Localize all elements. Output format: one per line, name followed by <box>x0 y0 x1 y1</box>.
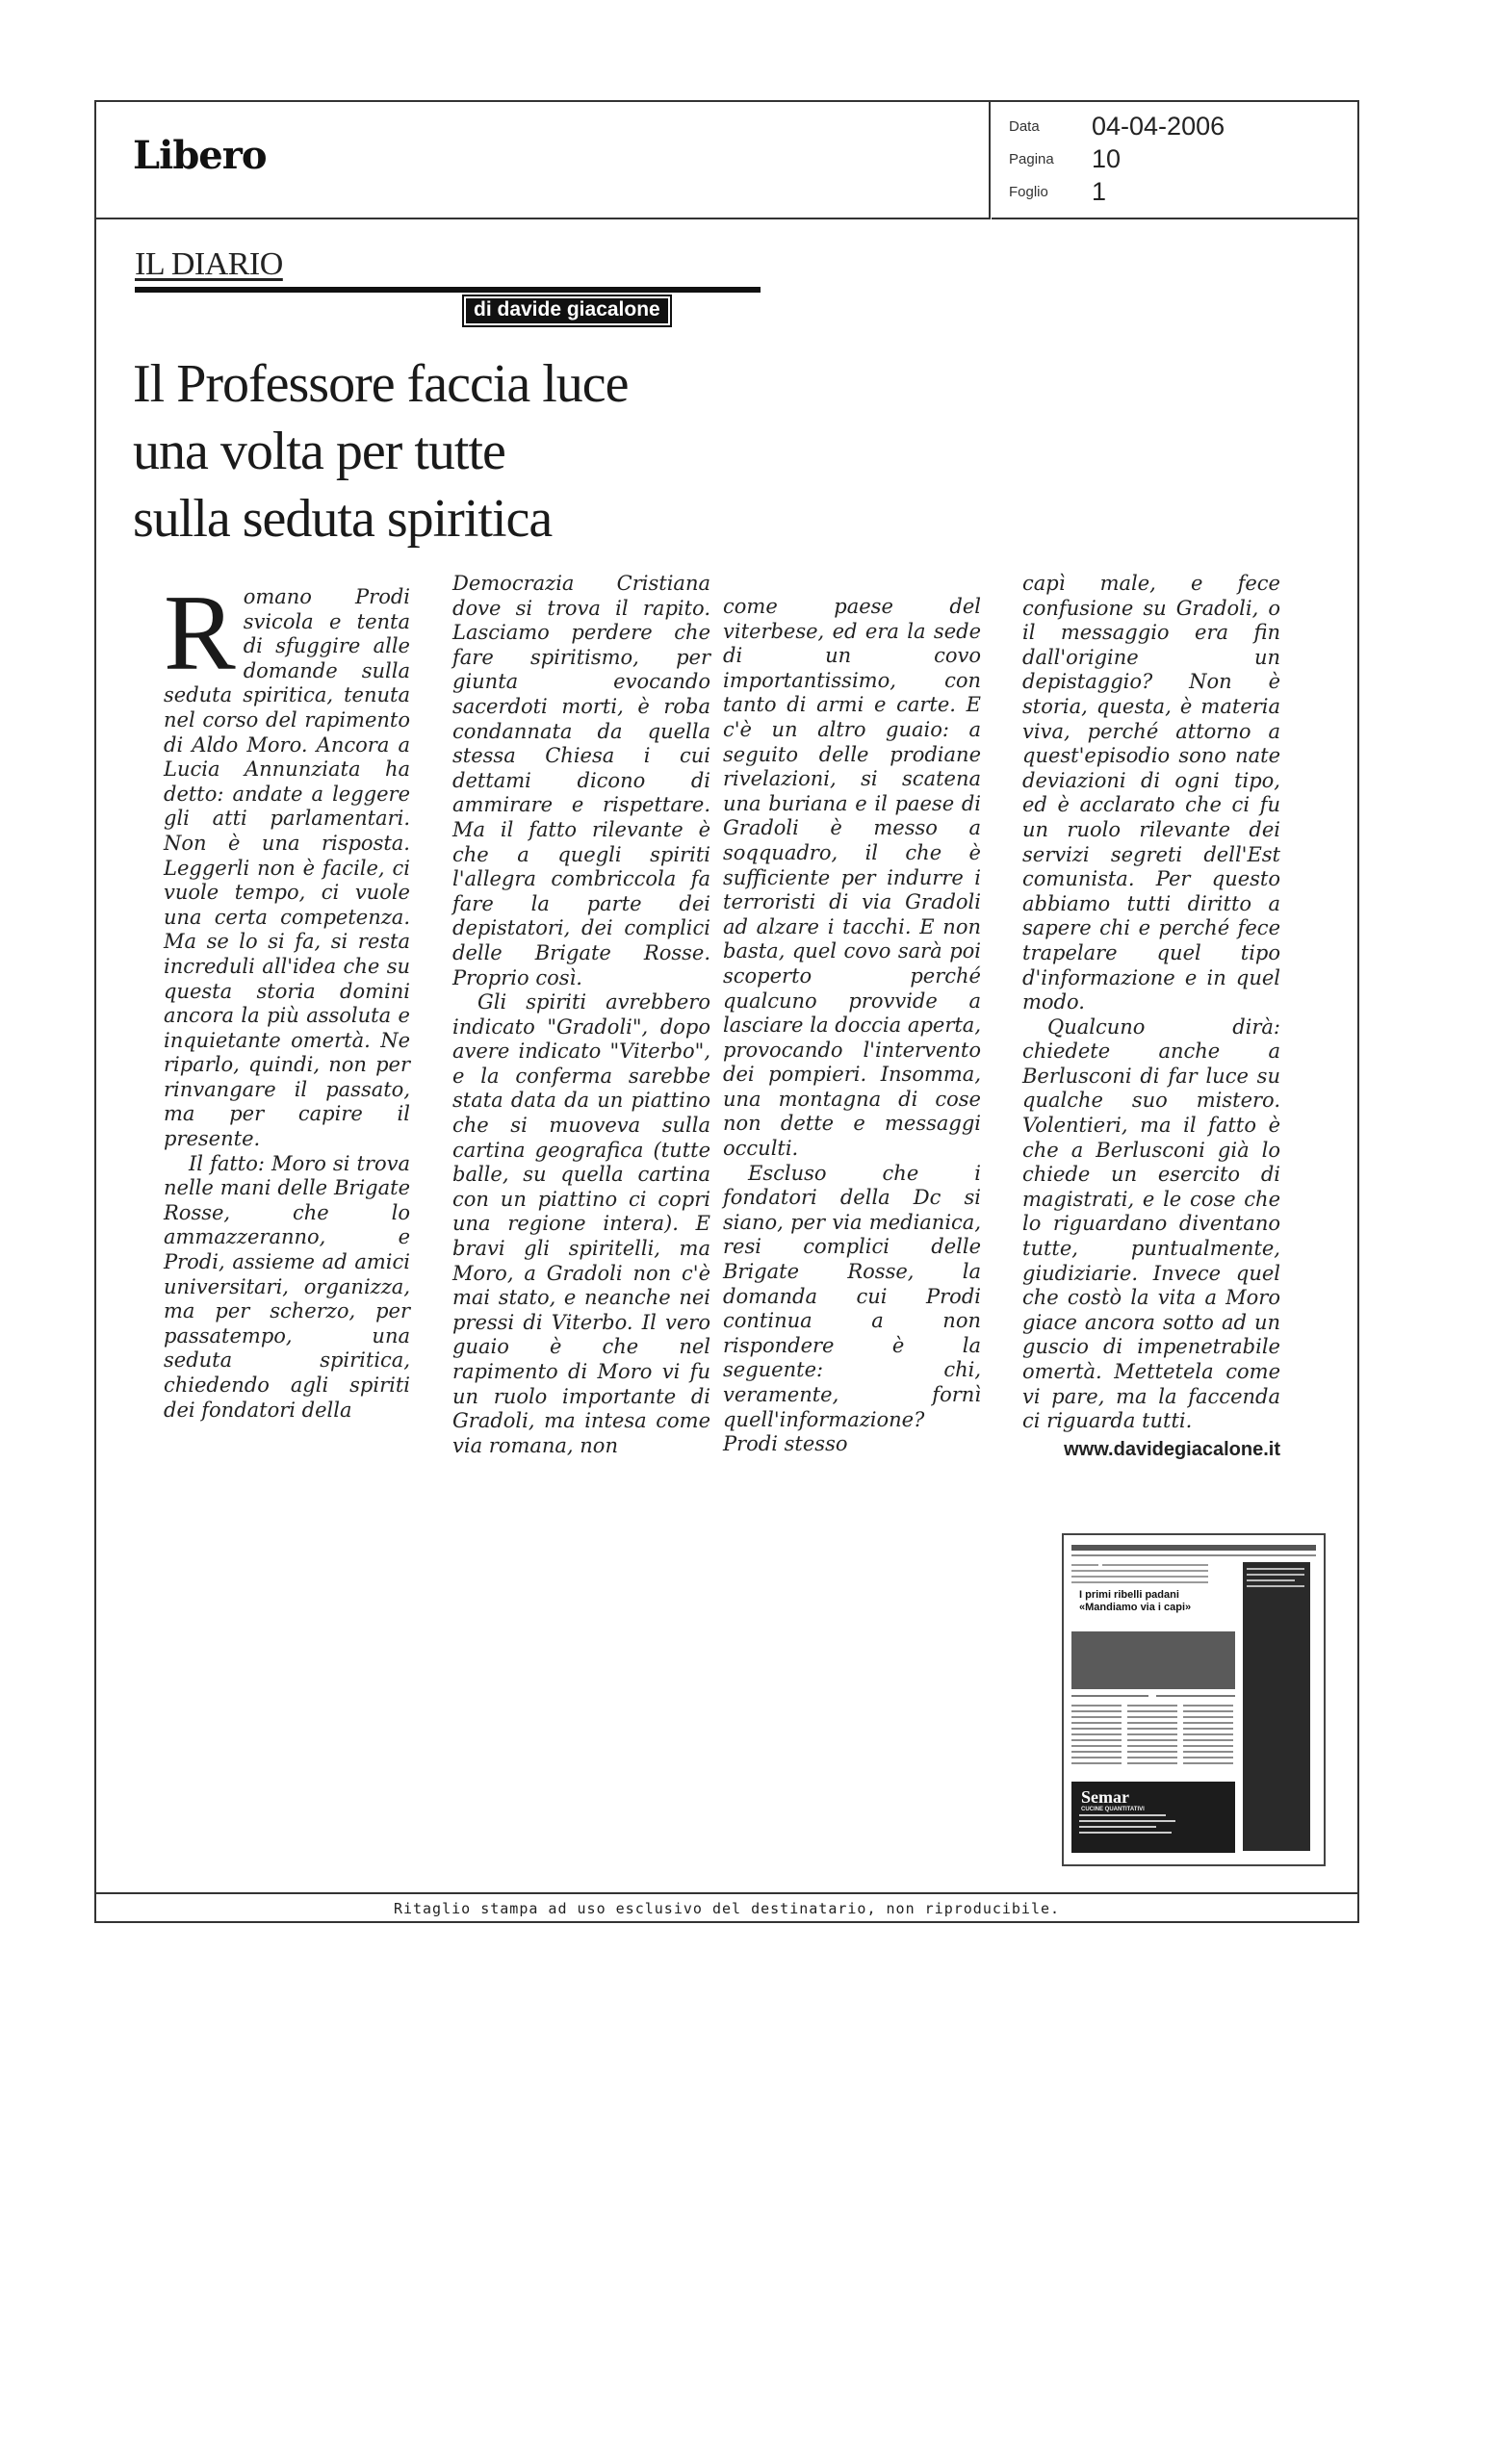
masthead-box <box>96 102 991 219</box>
page-value: 10 <box>1092 144 1122 173</box>
sheet-row <box>1009 177 1106 207</box>
thumbnail-ad-text: CUCINE QUANTITATIVI <box>1081 1807 1145 1812</box>
reproduction-notice: Ritaglio stampa ad uso esclusivo del destinatario, non riproducibile. <box>393 1900 1061 1917</box>
thumbnail-headline: I primi ribelli padani «Mandiamo via i capi» <box>1079 1589 1192 1613</box>
drop-cap: R <box>164 574 236 693</box>
clipping-sheet <box>94 100 1359 1923</box>
article-column-3 <box>723 595 981 1457</box>
paragraph: Democrazia Cristiana dove si trova il rapito. Lasciamo perdere che fare spiritismo, per giunta evocando sacerdoti morti, è roba condannata da quella stessa Chiesa i cui dettami dicono di ammirare e rispettare. Ma il fatto rilevante è che a quegli spiriti l'allegra combriccola fa fare la parte dei depistatori, dei complici delle Brigate Rosse. Proprio così. <box>452 572 710 989</box>
page-row <box>1009 144 1121 174</box>
article-column-1 <box>164 574 410 1423</box>
date-row <box>1009 112 1225 141</box>
paragraph: capì male, e fece confusione su Gradoli, o il messaggio era fin dall'origine un depistaggio? Non è storia, questa, è materia viva, perché attorno a quest'episodio sono nate deviazioni di ogni tipo, ed è acclarato che ci fu un ruolo rilevante dei servizi segreti dell'Est comunista. Per questo abbiamo tutti diritto a sapere chi e perché fece trapelare quel tipo d'informazione e in quel modo. <box>1022 572 1280 1014</box>
headline-line: Il Professore faccia luce <box>133 354 629 414</box>
paragraph: Romano Prodi svicola e tenta di sfuggire alle domande sulla seduta spiritica, tenuta nel corso del rapimento di Aldo Moro. Ancora a Lucia Annunziata ha detto: andate a leggere gli atti parlamentari. Non è una risposta. Leggerli non è facile, ci vuole tempo, ci vuole una certa competenza. Ma se lo si fa, si resta increduli all'idea che su questa storia domini ancora la più assoluta e inquietante omertà. Ne riparlo, quindi, non per rinvangare il passato, ma per capire il presente. <box>164 574 410 1151</box>
paragraph: come paese del viterbese, ed era la sede di un covo importantissimo, con tanto di armi e carte. E c'è un altro guaio: a seguito delle prodiane rivelazioni, si scatena una buriana e il paese di Gradoli è messo a soqquadro, il che è sufficiente per indurre i terroristi di via Gradoli ad alzare i tacchi. E non basta, quel covo sarà poi scoperto perché qualcuno provvide a lasciare la doccia aperta, provocando l'intervento dei pompieri. Insomma, una montagna di cose non dette e messaggi occulti. <box>723 595 981 1161</box>
page-label: Pagina <box>1009 151 1054 167</box>
thumbnail-page-graphic <box>1064 1535 1324 1864</box>
metadata-box <box>992 102 1357 219</box>
headline-line: una volta per tutte <box>133 422 505 481</box>
sheet-label: Foglio <box>1009 184 1048 200</box>
date-value: 04-04-2006 <box>1092 112 1225 141</box>
author-website: www.davidegiacalone.it <box>1064 1438 1280 1460</box>
rubric-rule <box>135 287 761 293</box>
article-headline <box>133 350 980 552</box>
article-column-4 <box>1022 572 1280 1462</box>
paragraph: Qualcuno dirà: chiedete anche a Berlusconi di far luce su qualche suo mistero. Volentieri, ma il fatto è che a Berlusconi già lo chiede un esercito di magistrati, e le cose che lo riguardano diventano tutte, puntualmente, giudiziarie. Invece quel che costò la vita a Moro giace ancora sotto ad un guscio di impenetrabile omertà. Mettetela come vi pare, ma la faccenda ci riguarda tutti. <box>1022 1014 1280 1433</box>
paragraph: Gli spiriti avrebbero indicato "Gradoli", dopo avere indicato "Viterbo", e la conferma sarebbe stata data da un piattino che si muoveva sulla cartina geografica (tutte balle, su quella cartina con un piattino ci copri una regione intera). E bravi gli spiritelli, ma Moro, a Gradoli non c'è mai stato, e neanche nei pressi di Viterbo. Il vero guaio è che nel rapimento di Moro vi fu un ruolo importante di Gradoli, ma intesa come via romana, non <box>452 990 710 1457</box>
paragraph: Escluso che i fondatori della Dc si siano, per via medianica, resi complici delle Brigate Rosse, la domanda cui Prodi continua a non rispondere è la seguente: chi, veramente, fornì quell'informazione? Prodi stesso <box>723 1161 981 1456</box>
date-label: Data <box>1009 118 1040 135</box>
footer-rule <box>96 1892 1357 1894</box>
author-byline: di davide giacalone <box>462 295 672 327</box>
paragraph: Il fatto: Moro si trova nelle mani delle Brigate Rosse, che lo ammazzeranno, e Prodi, assieme ad amici universitari, organizza, ma per scherzo, per passatempo, una seduta spiritica, chiedendo agli spiriti dei fondatori della <box>164 1151 410 1422</box>
newspaper-logo: Libero <box>133 133 267 178</box>
article-column-2 <box>452 572 710 1458</box>
page-thumbnail <box>1062 1533 1326 1866</box>
thumbnail-ad-brand: Semar <box>1081 1787 1129 1807</box>
section-rubric: IL DIARIO <box>135 246 283 282</box>
headline-line: sulla seduta spiritica <box>133 489 553 549</box>
sheet-value: 1 <box>1092 177 1107 206</box>
